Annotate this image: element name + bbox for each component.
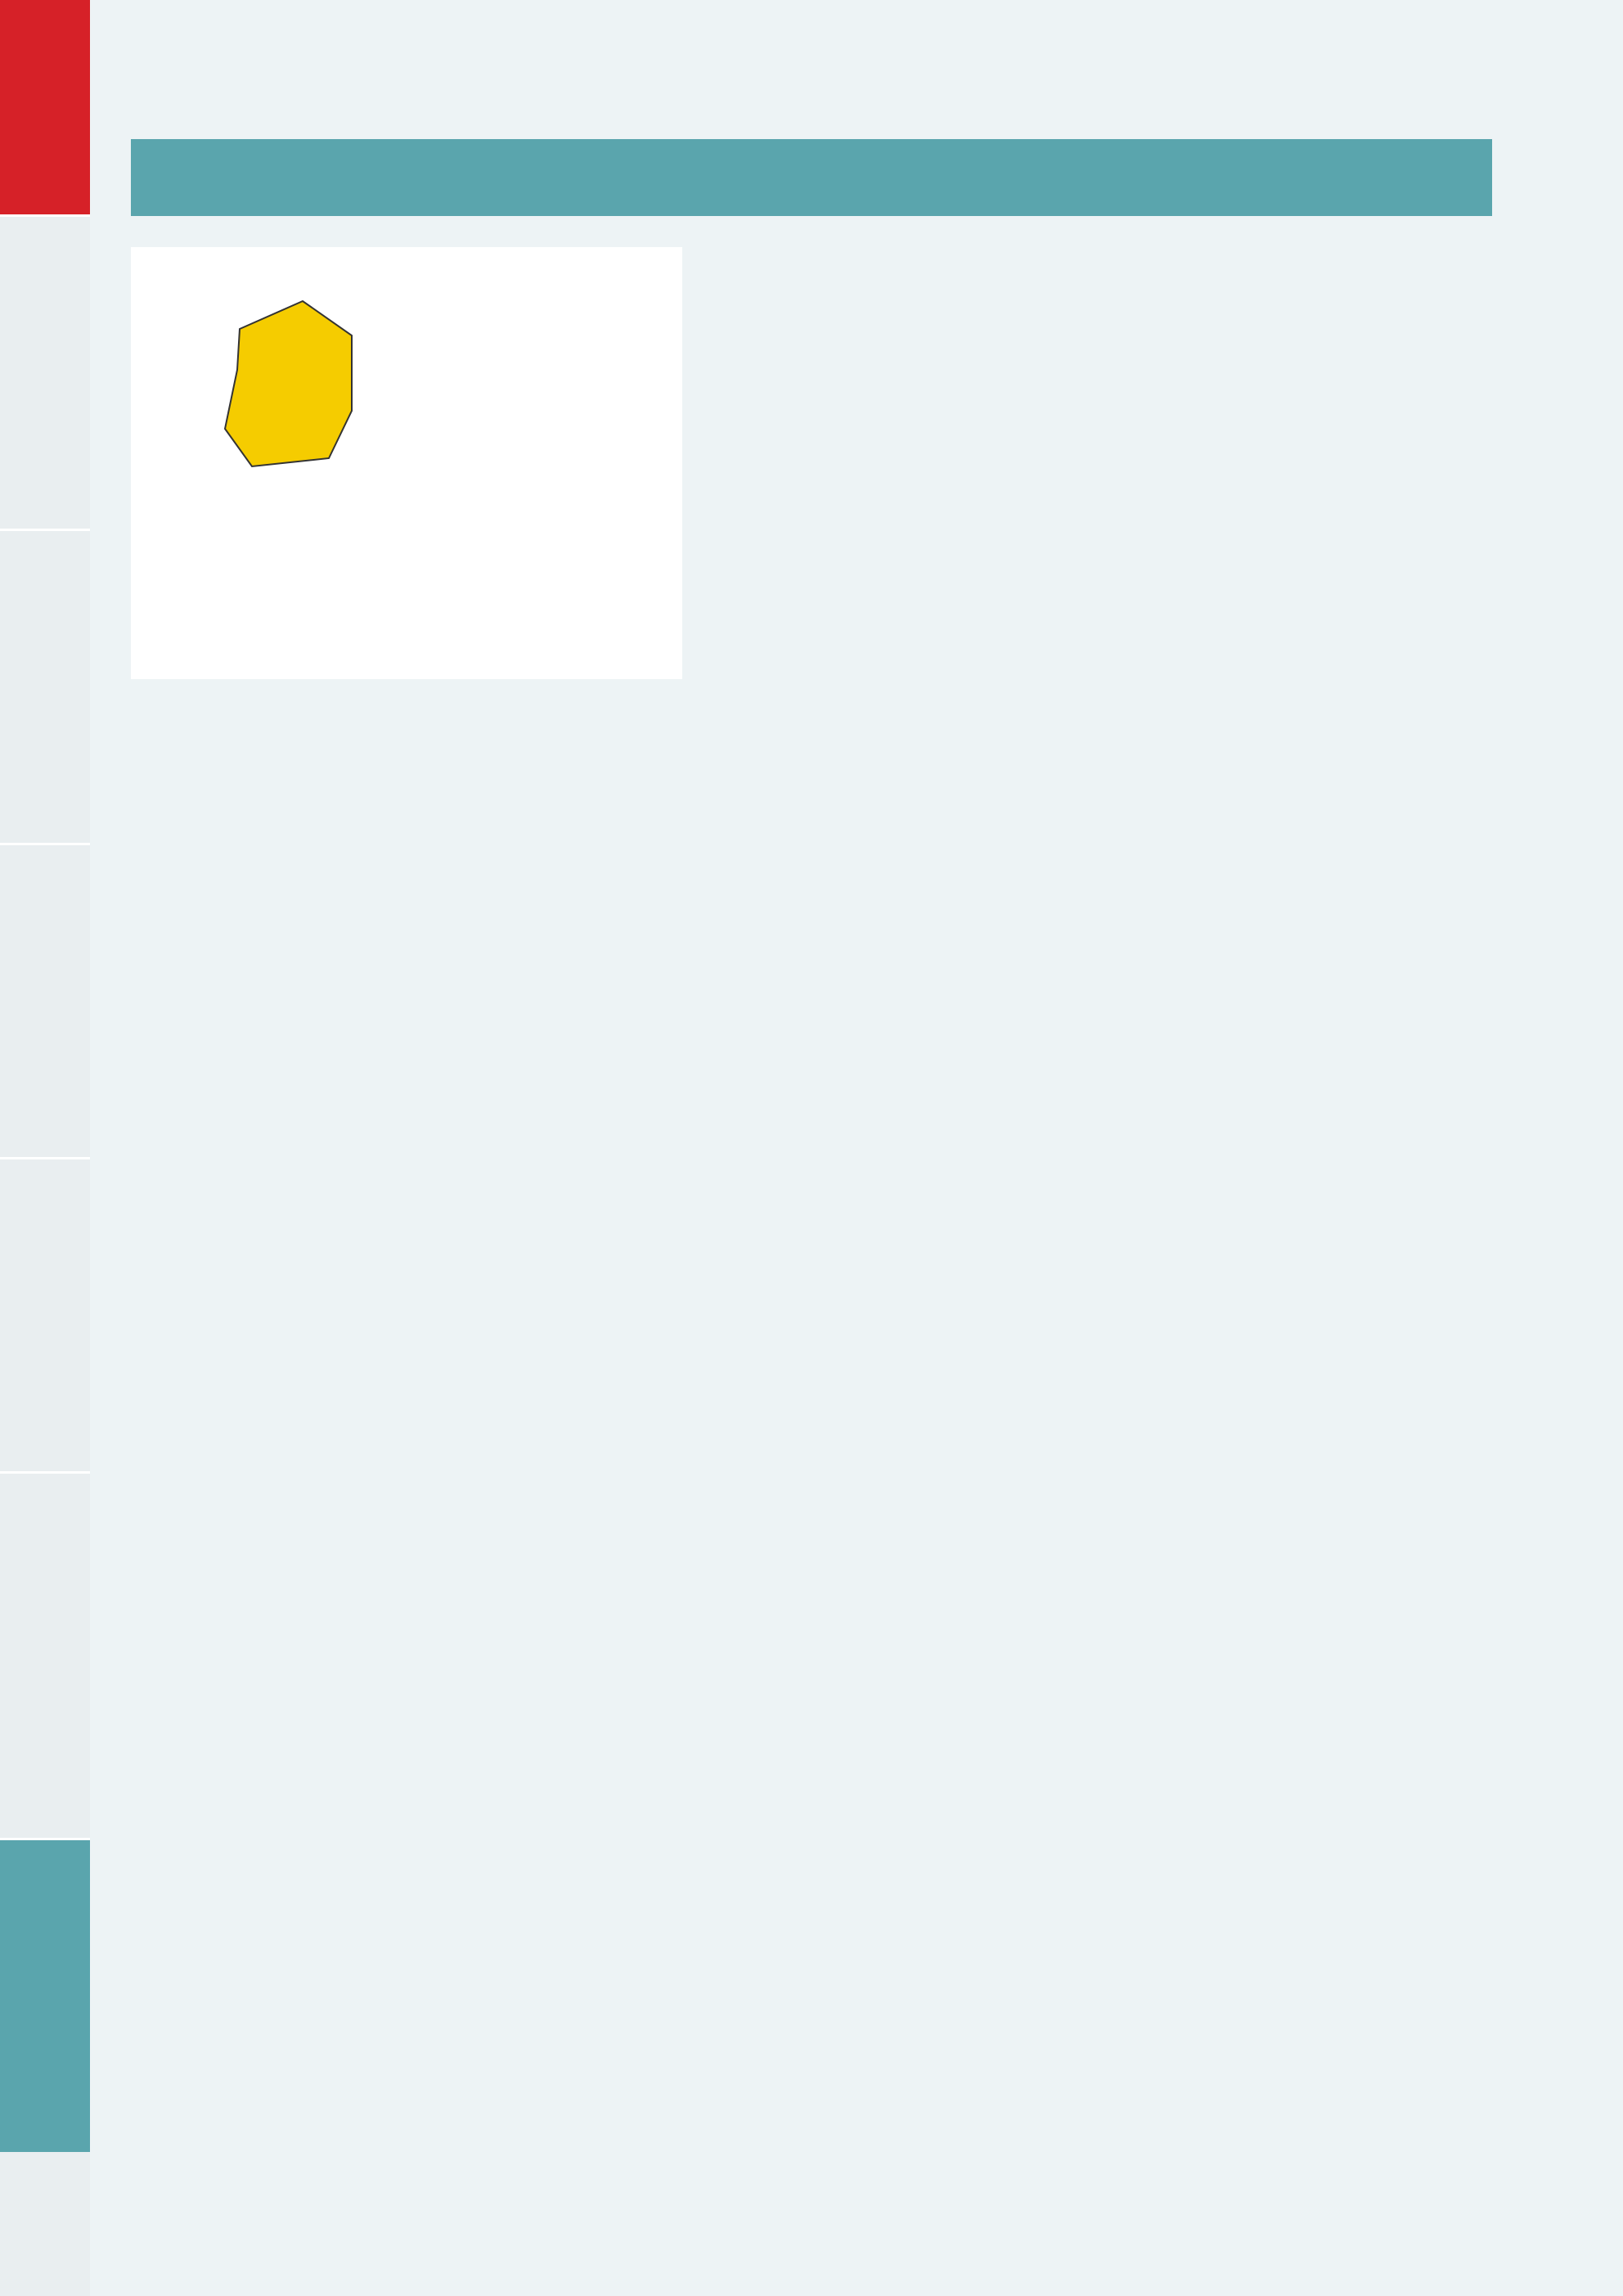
year-badge: [0, 0, 90, 214]
sidebar-item-inserts[interactable]: [0, 1838, 90, 2152]
sidebar: [0, 0, 90, 2296]
sidebar-item-face-milling[interactable]: [0, 214, 90, 529]
sidebar-item-copy-milling[interactable]: [0, 1157, 90, 1471]
xngx-diagram-panel: [131, 247, 682, 679]
section-header: [131, 139, 1492, 216]
xngx-insert-drawing: [131, 247, 682, 679]
sidebar-item-shoulder-milling[interactable]: [0, 529, 90, 843]
sidebar-item-long-edge[interactable]: [0, 843, 90, 1157]
sidebar-item-special[interactable]: [0, 1471, 90, 1785]
